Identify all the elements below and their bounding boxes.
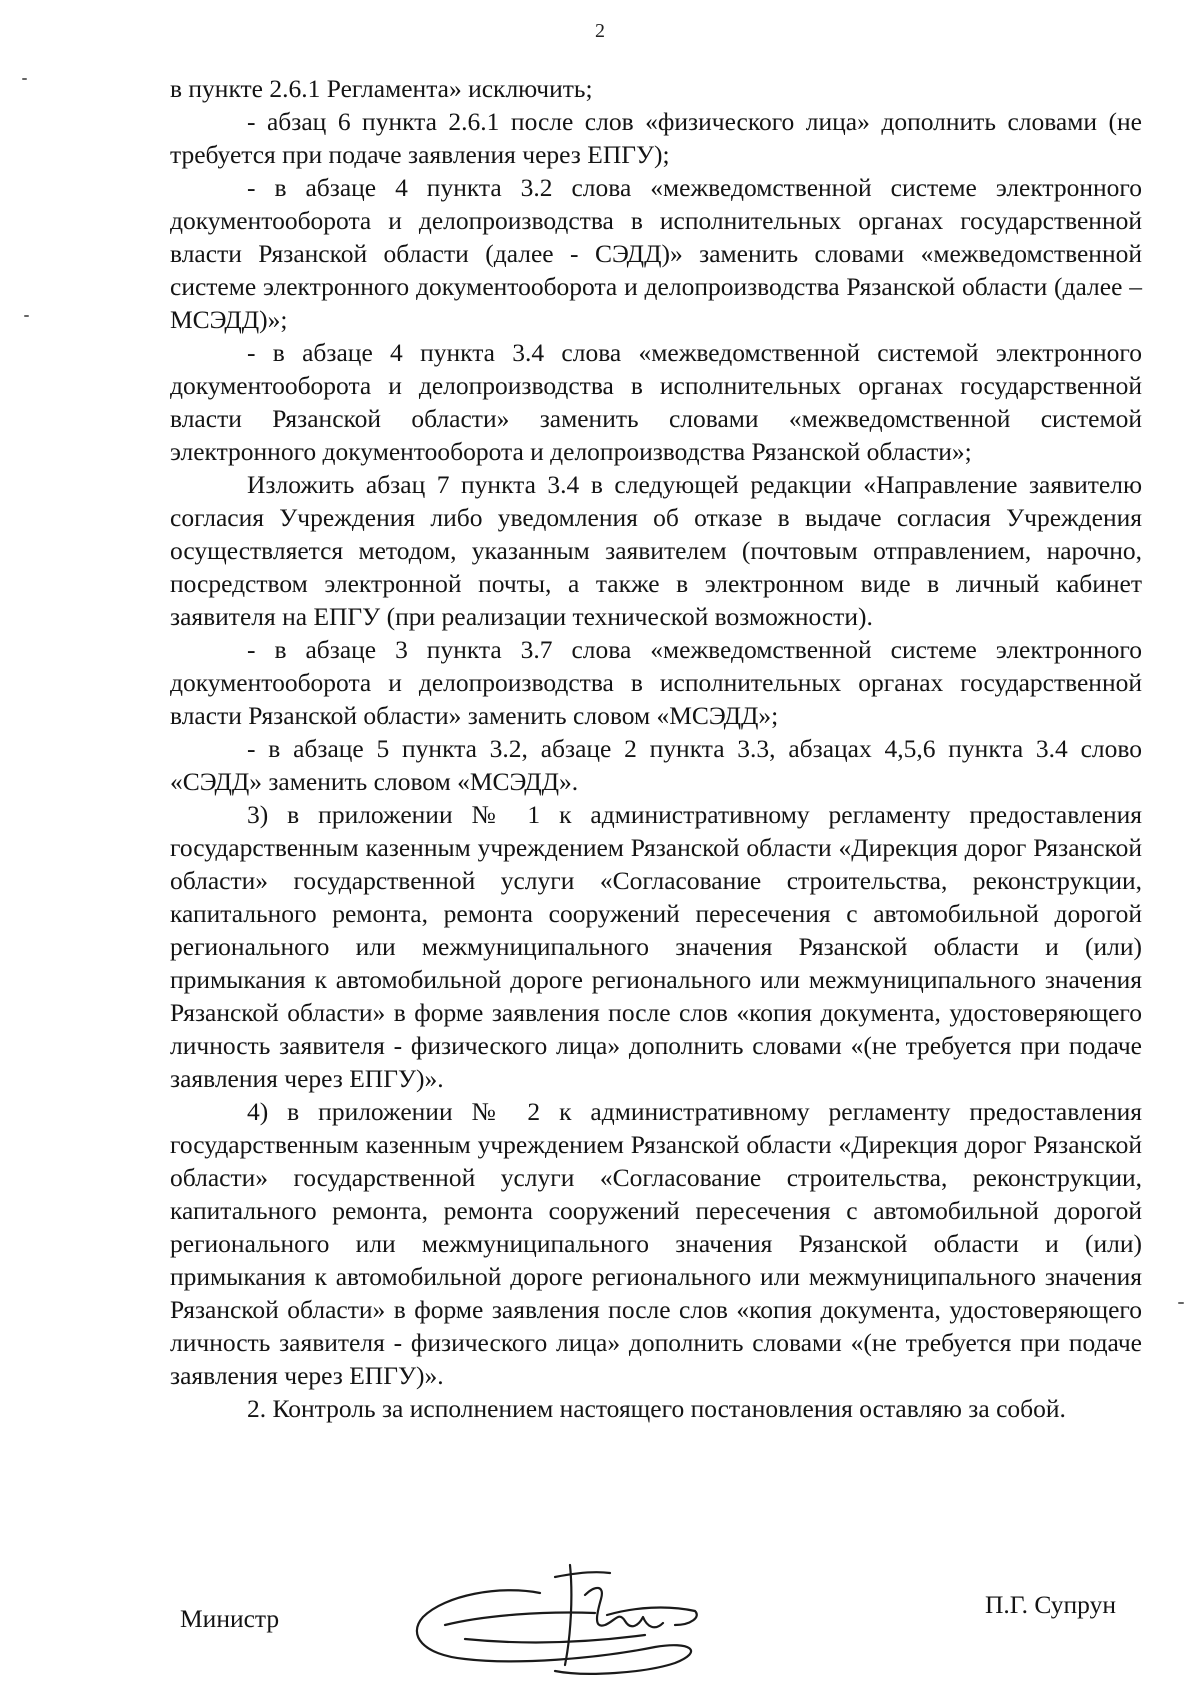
scan-speck xyxy=(24,315,29,317)
paragraph-5: Изложить абзац 7 пункта 3.4 в следующей редакции «Направление заявителю согласия Учреждения либо уведомления об отказе в выдаче согласия Учреждения осуществляется методом, указанным заявителем (почтовым отправлением, нарочно, посредством электронной почты, а также в электронном виде в личный кабинет заявителя на ЕПГУ (при реализации технической возможности). xyxy=(170,470,1142,631)
paragraph-8: 3) в приложении № 1 к административному регламенту предоставления государственным казенным учреждением Рязанской области «Дирекция дорог Рязанской области» государственной услуги «Согласование строительства, реконструкции, капитального ремонта, ремонта сооружений пересечения с автомобильной дорогой регионального или межмуниципального значения Рязанской области и (или) примыкания к автомобильной дороге регионального или межмуниципального значения Рязанской области» в форме заявления после слов «копия документа, удостоверяющего личность заявителя - физического лица» дополнить словами «(не требуется при подаче заявления через ЕПГУ)». xyxy=(170,800,1142,1093)
paragraph-9: 4) в приложении № 2 к административному регламенту предоставления государственным казенным учреждением Рязанской области «Дирекция дорог Рязанской области» государственной услуги «Согласование строительства, реконструкции, капитального ремонта, ремонта сооружений пересечения с автомобильной дорогой регионального или межмуниципального значения Рязанской области и (или) примыкания к автомобильной дороге регионального или межмуниципального значения Рязанской области» в форме заявления после слов «копия документа, удостоверяющего личность заявителя - физического лица» дополнить словами «(не требуется при подаче заявления через ЕПГУ)». xyxy=(170,1097,1142,1390)
paragraph-10: 2. Контроль за исполнением настоящего постановления оставляю за собой. xyxy=(247,1394,1066,1423)
paragraph-1: в пункте 2.6.1 Регламента» исключить; xyxy=(170,74,593,103)
paragraph-3: - в абзаце 4 пункта 3.2 слова «межведомственной системе электронного документооборота и делопроизводства в исполнительных органах государственной власти Рязанской области (далее - СЭДД)» заменить словами «межведомственной системе электронного документооборота и делопроизводства Рязанской области (далее – МСЭДД)»; xyxy=(170,173,1142,334)
handwritten-signature xyxy=(405,1555,715,1690)
scan-speck xyxy=(22,78,27,80)
signatory-name: П.Г. Супрун xyxy=(985,1590,1116,1619)
document-body xyxy=(170,72,1142,1425)
paragraph-4: - в абзаце 4 пункта 3.4 слова «межведомственной системой электронного документооборота и делопроизводства в исполнительных органах государственной власти Рязанской области» заменить словами «межведомственной системой электронного документооборота и делопроизводства Рязанской области»; xyxy=(170,338,1142,466)
scan-speck xyxy=(1178,1302,1184,1304)
signatory-position: Министр xyxy=(180,1604,280,1633)
paragraph-2: - абзац 6 пункта 2.6.1 после слов «физического лица» дополнить словами (не требуется при подаче заявления через ЕПГУ); xyxy=(170,107,1142,169)
paragraph-7: - в абзаце 5 пункта 3.2, абзаце 2 пункта 3.3, абзацах 4,5,6 пункта 3.4 слово «СЭДД» заменить словом «МСЭДД». xyxy=(170,734,1142,796)
page-number: 2 xyxy=(595,20,605,42)
paragraph-6: - в абзаце 3 пункта 3.7 слова «межведомственной системе электронного документооборота и делопроизводства в исполнительных органах государственной власти Рязанской области» заменить словом «МСЭДД»; xyxy=(170,635,1142,730)
